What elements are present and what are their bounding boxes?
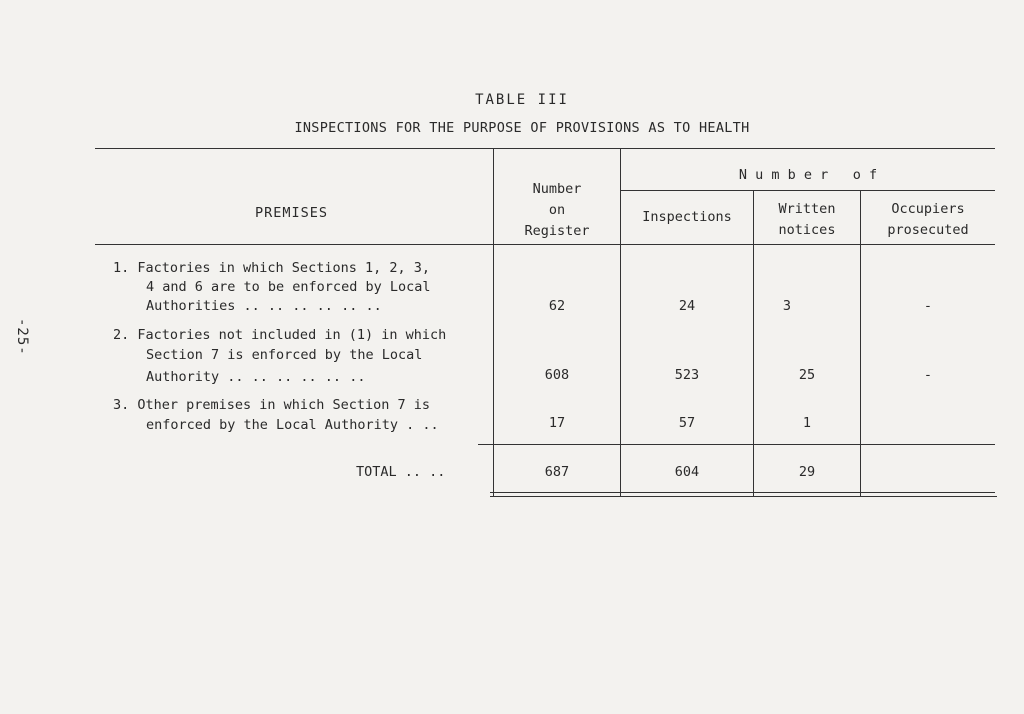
total-top-rule bbox=[478, 444, 995, 445]
header-number-of: N u m b e r o f bbox=[738, 167, 878, 183]
row-3-inspections: 57 bbox=[678, 415, 696, 431]
row-1-premises-line-3: Authorities .. .. .. .. .. .. bbox=[146, 298, 382, 314]
row-3-premises-line-2: enforced by the Local Authority . .. bbox=[146, 417, 439, 433]
header-prosecuted-line-2: prosecuted bbox=[887, 222, 969, 238]
table-top-rule bbox=[95, 148, 995, 149]
row-3-notices: 1 bbox=[802, 415, 812, 431]
table-subtitle: INSPECTIONS FOR THE PURPOSE OF PROVISIONS AS TO HEALTH bbox=[294, 120, 750, 136]
total-bottom-rule bbox=[490, 492, 995, 493]
row-1-premises-line-1: 1. Factories in which Sections 1, 2, 3, bbox=[113, 260, 430, 276]
row-2-prosecuted: - bbox=[923, 367, 933, 383]
row-2-notices: 25 bbox=[798, 367, 816, 383]
row-1-register: 62 bbox=[548, 298, 566, 314]
header-premises: PREMISES bbox=[255, 205, 329, 221]
header-register-line-1: Number bbox=[532, 181, 582, 197]
header-prosecuted-line-1: Occupiers bbox=[891, 201, 965, 217]
header-register-line-2: on bbox=[548, 202, 566, 218]
page-number: -25- bbox=[14, 318, 30, 356]
row-1-notices: 3 bbox=[782, 298, 792, 314]
header-subrule bbox=[621, 190, 995, 191]
total-notices: 29 bbox=[798, 464, 816, 480]
col-divider-2 bbox=[620, 148, 621, 496]
row-2-register: 608 bbox=[544, 367, 570, 383]
row-1-inspections: 24 bbox=[678, 298, 696, 314]
row-3-register: 17 bbox=[548, 415, 566, 431]
row-2-premises-line-1: 2. Factories not included in (1) in which bbox=[113, 327, 447, 343]
total-register: 687 bbox=[544, 464, 570, 480]
row-2-premises-line-3: Authority .. .. .. .. .. .. bbox=[146, 369, 366, 385]
header-register-line-3: Register bbox=[524, 223, 590, 239]
header-notices-line-2: notices bbox=[778, 222, 836, 238]
header-notices-line-1: Written bbox=[778, 201, 836, 217]
total-inspections: 604 bbox=[674, 464, 700, 480]
row-2-premises-line-2: Section 7 is enforced by the Local bbox=[146, 347, 423, 363]
table-bottom-rule bbox=[490, 496, 997, 497]
row-1-premises-line-2: 4 and 6 are to be enforced by Local bbox=[146, 279, 431, 295]
total-label: TOTAL .. .. bbox=[356, 464, 446, 480]
table-title: TABLE III bbox=[475, 92, 569, 108]
header-inspections: Inspections bbox=[642, 209, 732, 225]
row-1-prosecuted: - bbox=[923, 298, 933, 314]
row-2-inspections: 523 bbox=[674, 367, 700, 383]
row-3-premises-line-1: 3. Other premises in which Section 7 is bbox=[113, 397, 430, 413]
